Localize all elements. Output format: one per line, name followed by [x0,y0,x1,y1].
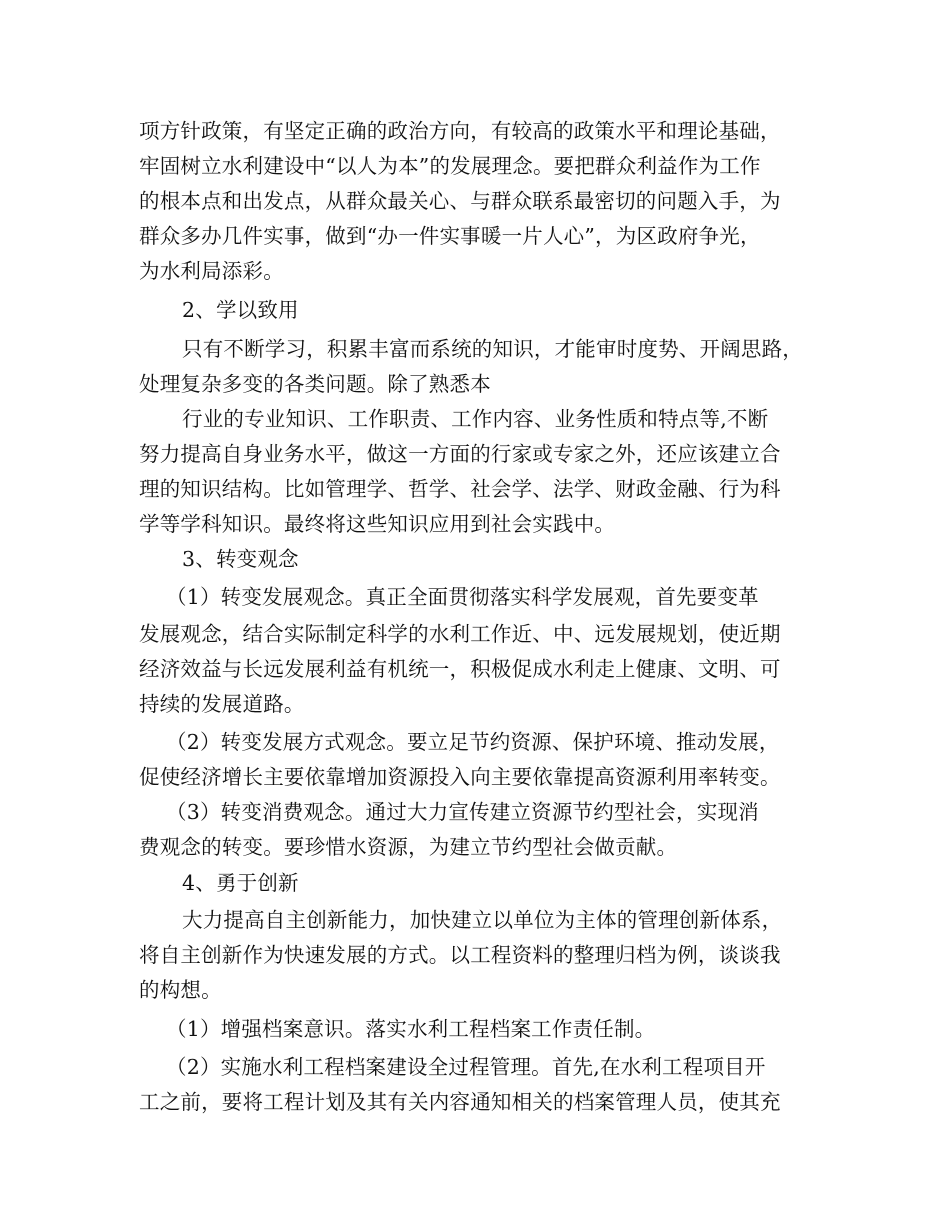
text-line: 将自主创新作为快速发展的方式。以工程资料的整理归档为例，谈谈我 [139,943,781,967]
text-line: 牢固树立水利建设中“以人为本”的发展理念。要把群众利益作为工作 [139,154,761,178]
text-line: 发展观念，结合实际制定科学的水利工作近、中、远发展规划，使近期 [139,622,781,646]
text-line: 学等学科知识。最终将这些知识应用到社会实践中。 [139,512,616,536]
text-line: 行业的专业知识、工作职责、工作内容、业务性质和特点等,不断 [182,407,769,431]
text-line: 处理复杂多变的各类问题。除了熟悉本 [139,372,491,396]
text-line: 经济效益与长远发展利益有机统一，积极促成水利走上健康、文明、可 [139,657,781,681]
text-line: 促使经济增长主要依靠增加资源投入向主要依靠提高资源利用率转变。 [139,765,781,789]
text-line: 理的知识结构。比如管理学、哲学、社会学、法学、财政金融、行为科 [139,477,781,501]
text-line: （2）转变发展方式观念。要立足节约资源、保护环境、推动发展， [166,730,780,754]
text-line: 群众多办几件实事，做到“办一件实事暖一片人心”，为区政府争光， [139,224,761,248]
section-heading: 3、转变观念 [182,547,299,571]
section-heading: 4、勇于创新 [182,871,299,895]
text-line: （1）增强档案意识。落实水利工程档案工作责任制。 [166,1017,656,1041]
text-line: 的构想。 [139,978,222,1002]
text-line: 努力提高自身业务水平，做这一方面的行家或专家之外，还应该建立合 [139,442,781,466]
section-heading: 2、学以致用 [182,298,299,322]
text-line: 为水利局添彩。 [139,259,284,283]
text-line: （3）转变消费观念。通过大力宣传建立资源节约型社会，实现消 [166,800,759,824]
text-line: 只有不断学习，积累丰富而系统的知识，才能审时度势、开阔思路， [182,337,803,361]
text-line: （2）实施水利工程档案建设全过程管理。首先,在水利工程项目开 [166,1055,766,1079]
text-line: 费观念的转变。要珍惜水资源，为建立节约型社会做贡献。 [139,835,678,859]
text-line: 的根本点和出发点，从群众最关心、与群众联系最密切的问题入手，为 [139,189,781,213]
text-line: 大力提高自主创新能力，加快建立以单位为主体的管理创新体系， [182,908,783,932]
text-line: （1）转变发展观念。真正全面贯彻落实科学发展观，首先要变革 [166,585,759,609]
text-line: 项方针政策，有坚定正确的政治方向，有较高的政策水平和理论基础， [139,119,781,143]
text-line: 工之前，要将工程计划及其有关内容通知相关的档案管理人员，使其充 [139,1090,781,1114]
text-line: 持续的发展道路。 [139,692,305,716]
